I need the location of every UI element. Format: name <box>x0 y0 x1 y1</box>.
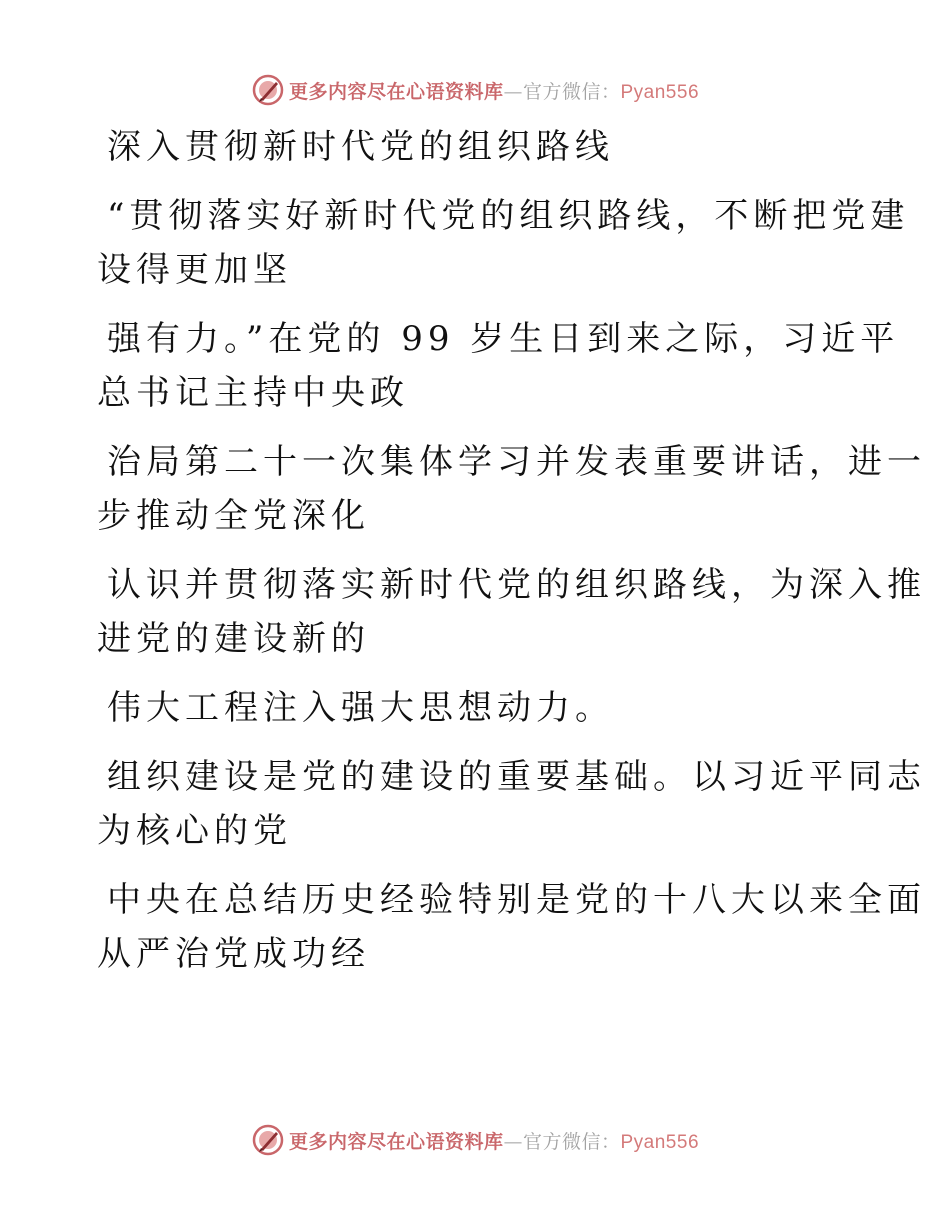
text-line: 深入贯彻新时代党的组织路线 <box>107 127 614 167</box>
header-watermark <box>0 70 950 110</box>
text-line: 总书记主持中央政 <box>97 373 409 413</box>
quill-rose-logo-icon <box>251 73 285 107</box>
paragraph-title <box>97 120 832 174</box>
text-line: 进党的建设新的 <box>97 619 370 659</box>
watermark-dash: — <box>503 1130 523 1153</box>
footer-watermark <box>0 1120 950 1160</box>
text-line: 组织建设是党的建设的重要基础。以习近平同志 <box>107 757 926 797</box>
text-line: 治局第二十一次集体学习并发表重要讲话，进一 <box>107 442 926 482</box>
watermark-wechat-id: Pyan556 <box>620 1131 700 1153</box>
paragraph <box>97 312 900 420</box>
watermark-wechat-id: Pyan556 <box>620 81 700 103</box>
quill-rose-logo-icon <box>251 1123 285 1157</box>
text-line: 从严治党成功经 <box>97 934 370 974</box>
paragraph <box>97 435 926 543</box>
text-line: 步推动全党深化 <box>97 496 370 536</box>
paragraph <box>97 681 832 735</box>
paragraph <box>97 558 926 666</box>
text-line: “贯彻落实好新时代党的组织路线，不断把党建 <box>107 196 910 236</box>
text-line: 为核心的党 <box>97 811 292 851</box>
text-line: 伟大工程注入强大思想动力。 <box>107 688 614 728</box>
paragraph <box>97 189 910 297</box>
watermark-dash: — <box>503 80 523 103</box>
text-line: 认识并贯彻落实新时代党的组织路线，为深入推 <box>107 565 926 605</box>
paragraph <box>97 873 926 981</box>
paragraph <box>97 750 926 858</box>
document-body <box>97 120 926 981</box>
text-line: 设得更加坚 <box>97 250 292 290</box>
watermark-wechat-label: 官方微信： <box>522 80 621 103</box>
text-line: 中央在总结历史经验特别是党的十八大以来全面 <box>107 880 926 920</box>
watermark-wechat-label: 官方微信： <box>522 1130 621 1153</box>
watermark-brand: 更多内容尽在心语资料库 <box>288 80 504 103</box>
text-line: 强有力。”在党的 99 岁生日到来之际，习近平 <box>107 319 900 359</box>
watermark-brand: 更多内容尽在心语资料库 <box>288 1130 504 1153</box>
